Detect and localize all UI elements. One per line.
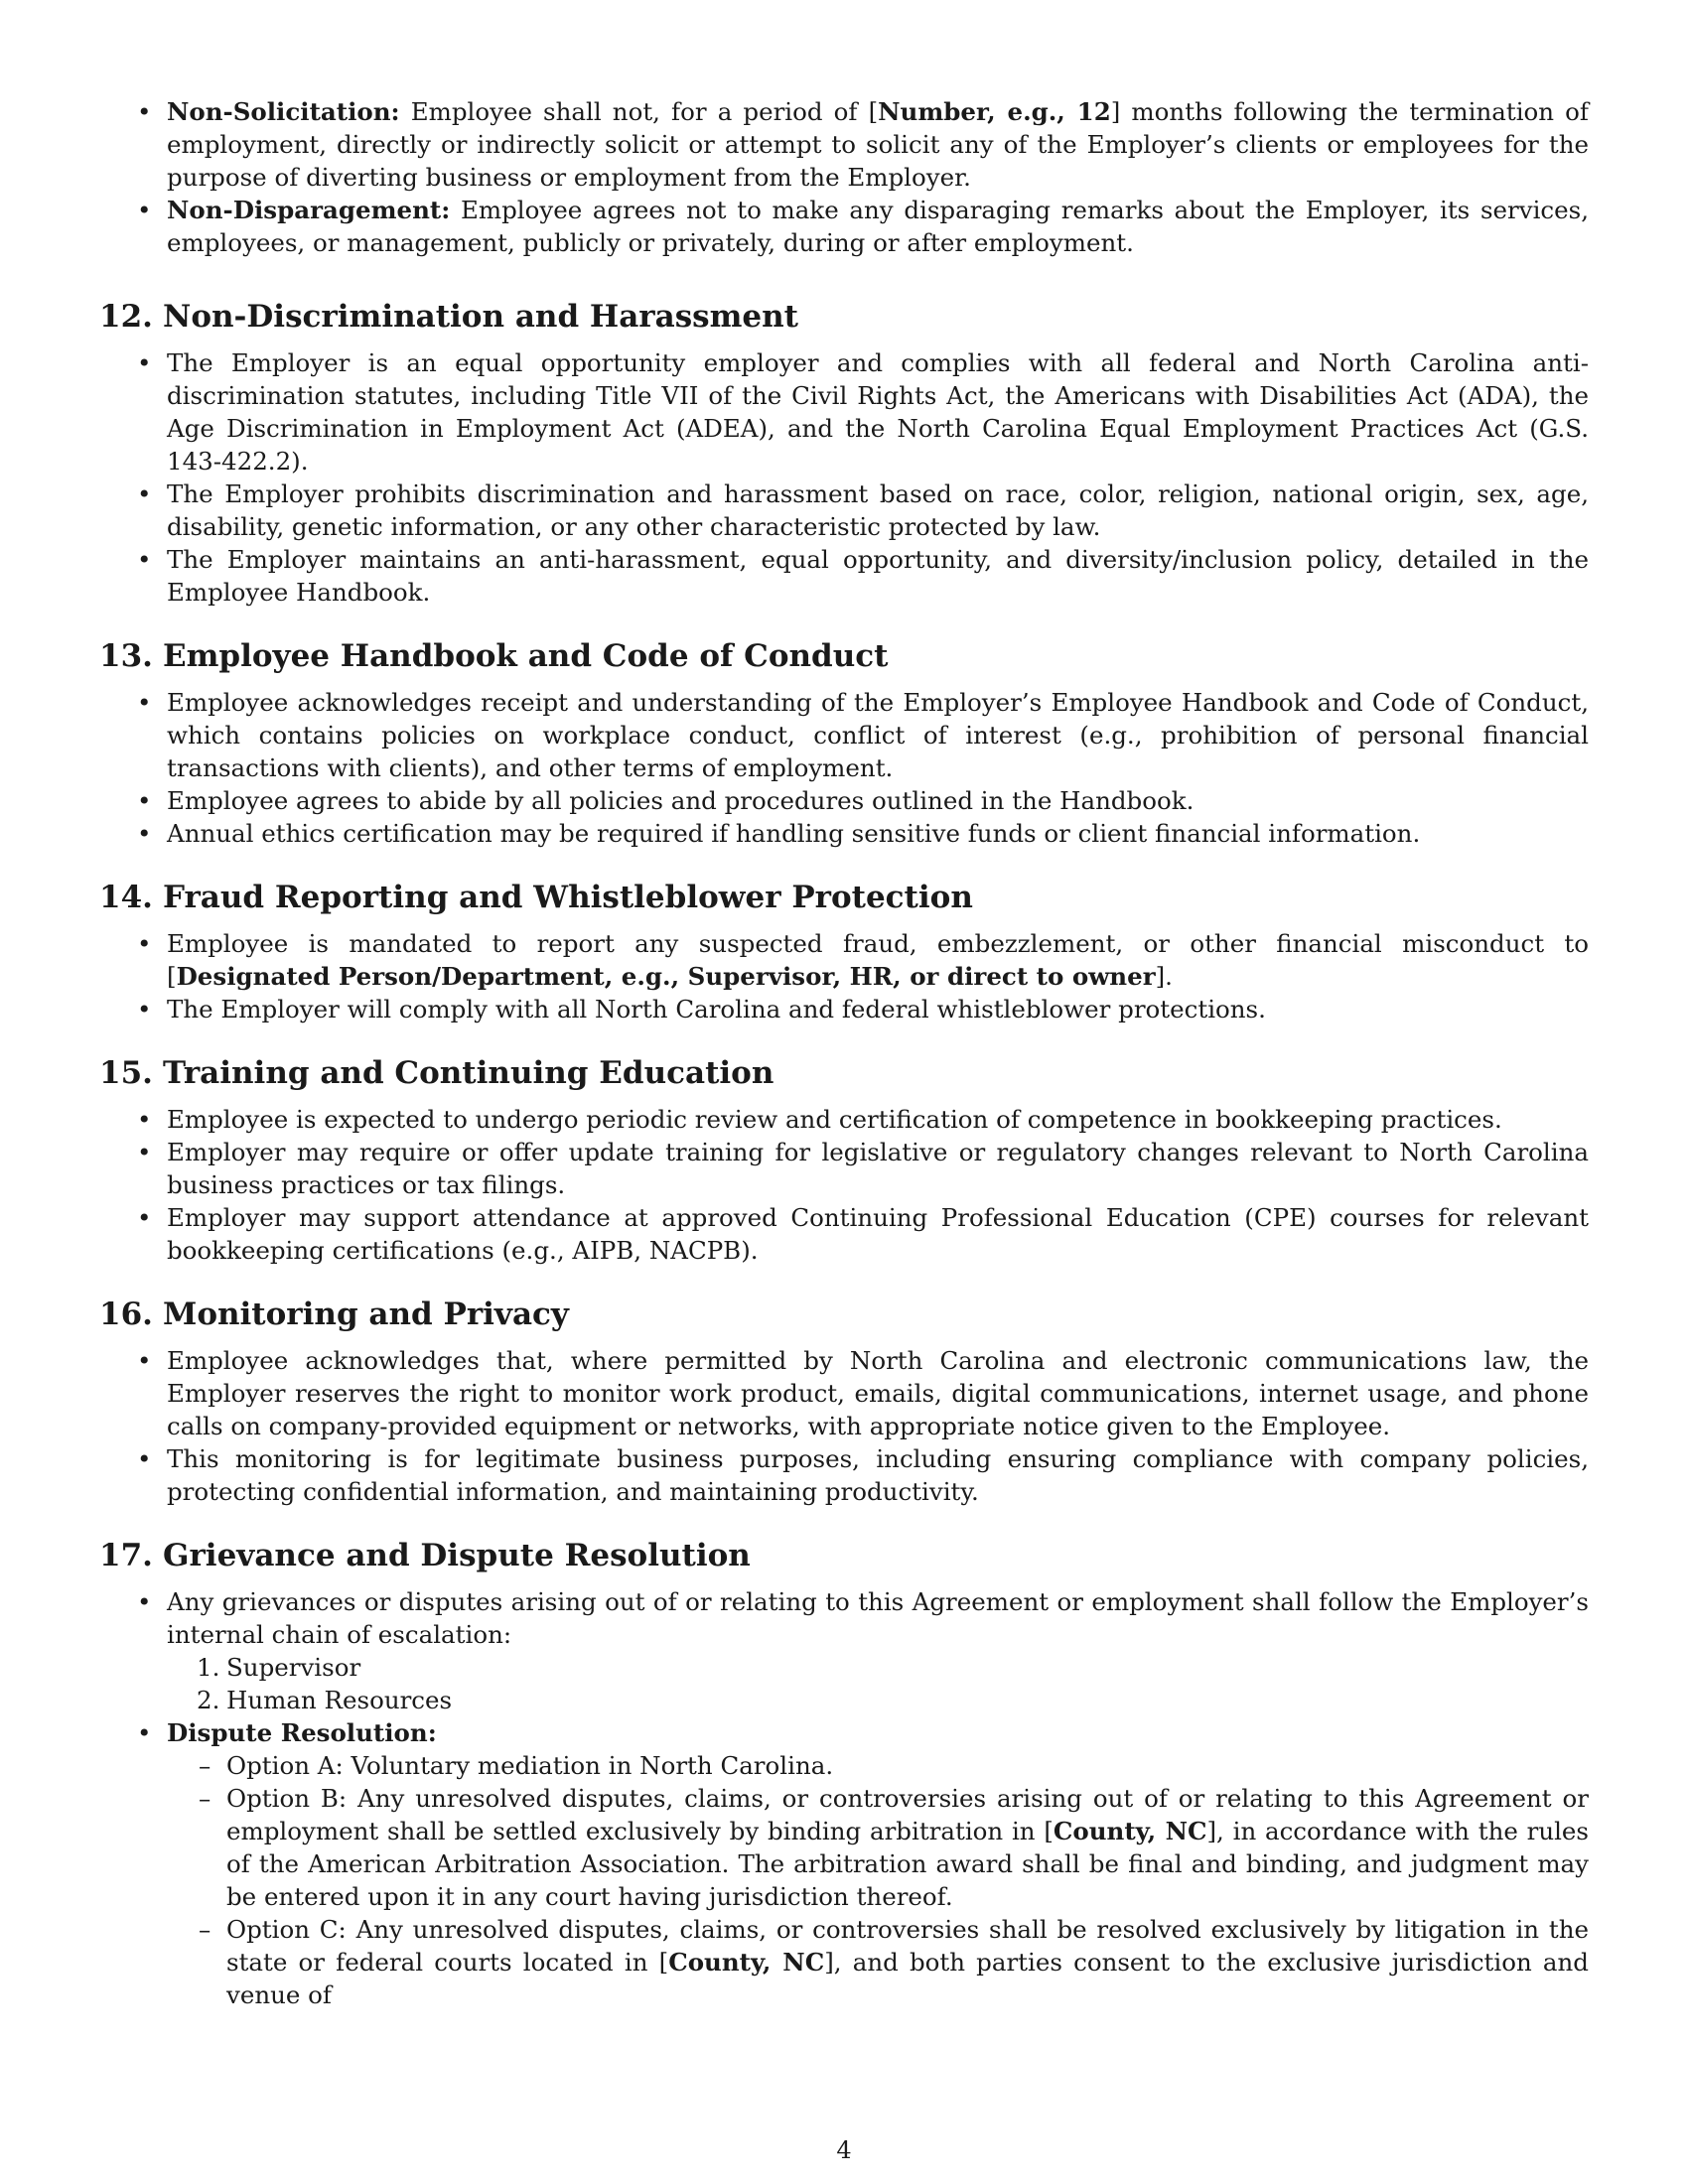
list-item: • Employer may support attendance at approved Continuing Professional Education (CPE) courses for relevant bookkeeping certifications (e.g., AIPB, NACPB). [99, 1201, 1589, 1267]
list-item: • The Employer prohibits discrimination and harassment based on race, color, religion, national origin, sex, age, disability, genetic information, or any other characteristic protected by law. [99, 478, 1589, 543]
list-item: • Employee agrees to abide by all policies and procedures outlined in the Handbook. [99, 784, 1589, 817]
page-number: 4 [836, 2136, 852, 2164]
section-17 [99, 1536, 1589, 2011]
dispute-options [197, 1749, 1589, 2011]
list-item: • Employee is mandated to report any suspected fraud, embezzlement, or other financial misconduct to [Designated Person/Department, e.g., Supervisor, HR, or direct to owner]. [99, 927, 1589, 993]
placeholder: Number, e.g., 12 [878, 97, 1111, 126]
list-item [99, 1716, 1589, 2011]
chain-step: 1. Supervisor [197, 1653, 361, 1682]
escalation-chain [197, 1651, 1589, 1716]
section-heading: 16. Monitoring and Privacy [99, 1297, 569, 1332]
option-c: – Option C: Any unresolved disputes, claims, or controversies shall be resolved exclusively by litigation in the state or federal courts located in [County, NC], and both parties consent to the exclusive jurisdiction and venue of [197, 1913, 1589, 2011]
section-list [99, 927, 1589, 1025]
list-item: • Employee acknowledges that, where permitted by North Carolina and electronic communications law, the Employer reserves the right to monitor work product, emails, digital communications, internet usage, and phone calls on company-provided equipment or networks, with appropriate notice given to the Employee. [99, 1344, 1589, 1442]
list-item: • The Employer maintains an anti-harassment, equal opportunity, and diversity/inclusion policy, detailed in the Employee Handbook. [99, 543, 1589, 609]
placeholder: County, NC [1053, 1817, 1207, 1845]
list-item: • Non-Disparagement: Employee agrees not to make any disparaging remarks about the Employer, its services, employees, or management, publicly or privately, during or after employment. [99, 194, 1589, 259]
list-item: • Annual ethics certification may be required if handling sensitive funds or client financial information. [99, 817, 1589, 850]
list-item: • Non-Solicitation: Employee shall not, for a period of [Number, e.g., 12] months following the termination of employment, directly or indirectly solicit or attempt to solicit any of the Employer’s clients or employees for the purpose of diverting business or employment from the Employer. [99, 95, 1589, 194]
section-list [99, 1344, 1589, 1508]
section-heading: 13. Employee Handbook and Code of Conduct [99, 638, 889, 674]
chain-step: 2. Human Resources [197, 1686, 453, 1714]
placeholder: Designated Person/Department, e.g., Supervisor, HR, or direct to owner [176, 962, 1156, 991]
section-12 [99, 297, 1589, 609]
bullet-label: Dispute Resolution: [167, 1718, 437, 1747]
section-list [99, 1103, 1589, 1267]
section-heading: 15. Training and Continuing Education [99, 1055, 774, 1091]
page-content [99, 95, 1589, 2011]
section-16 [99, 1295, 1589, 1508]
placeholder: County, NC [668, 1948, 825, 1977]
bullet-label: Non-Solicitation: [167, 97, 400, 126]
section-heading: 12. Non-Discrimination and Harassment [99, 299, 798, 335]
restrictive-covenants-list [99, 95, 1589, 259]
section-list [99, 1585, 1589, 2011]
section-list [99, 686, 1589, 850]
section-14 [99, 878, 1589, 1025]
list-item: • The Employer is an equal opportunity employer and complies with all federal and North Carolina anti-discrimination statutes, including Title VII of the Civil Rights Act, the Americans with Disabilities Act (ADA), the Age Discrimination in Employment Act (ADEA), and the North Carolina Equal Employment Practices Act (G.S. 143-422.2). [99, 346, 1589, 478]
bullet-label: Non-Disparagement: [167, 196, 451, 224]
section-13 [99, 636, 1589, 850]
list-item: • Employee is expected to undergo periodic review and certification of competence in bookkeeping practices. [99, 1103, 1589, 1136]
section-heading: 14. Fraud Reporting and Whistleblower Protection [99, 880, 973, 915]
list-item: • Employee acknowledges receipt and understanding of the Employer’s Employee Handbook and Code of Conduct, which contains policies on workplace conduct, conflict of interest (e.g., prohibition of personal financial transactions with clients), and other terms of employment. [99, 686, 1589, 784]
section-heading: 17. Grievance and Dispute Resolution [99, 1538, 751, 1573]
option-b: – Option B: Any unresolved disputes, claims, or controversies arising out of or relating to this Agreement or employment shall be settled exclusively by binding arbitration in [County, NC], in accordance with the rules of the American Arbitration Association. The arbitration award shall be final and binding, and judgment may be entered upon it in any court having jurisdiction thereof. [197, 1782, 1589, 1913]
section-list [99, 346, 1589, 609]
section-15 [99, 1053, 1589, 1267]
list-item: • This monitoring is for legitimate business purposes, including ensuring compliance with company policies, protecting confidential information, and maintaining productivity. [99, 1442, 1589, 1508]
list-item: • The Employer will comply with all North Carolina and federal whistleblower protections. [99, 993, 1589, 1025]
option-a: – Option A: Voluntary mediation in North Carolina. [197, 1749, 1589, 1782]
list-item: • Any grievances or disputes arising out of or relating to this Agreement or employment shall follow the Employer’s internal chain of escalation: 1. Supervisor 2. Human Resources [99, 1585, 1589, 1716]
list-item: • Employer may require or offer update training for legislative or regulatory changes relevant to North Carolina business practices or tax filings. [99, 1136, 1589, 1201]
